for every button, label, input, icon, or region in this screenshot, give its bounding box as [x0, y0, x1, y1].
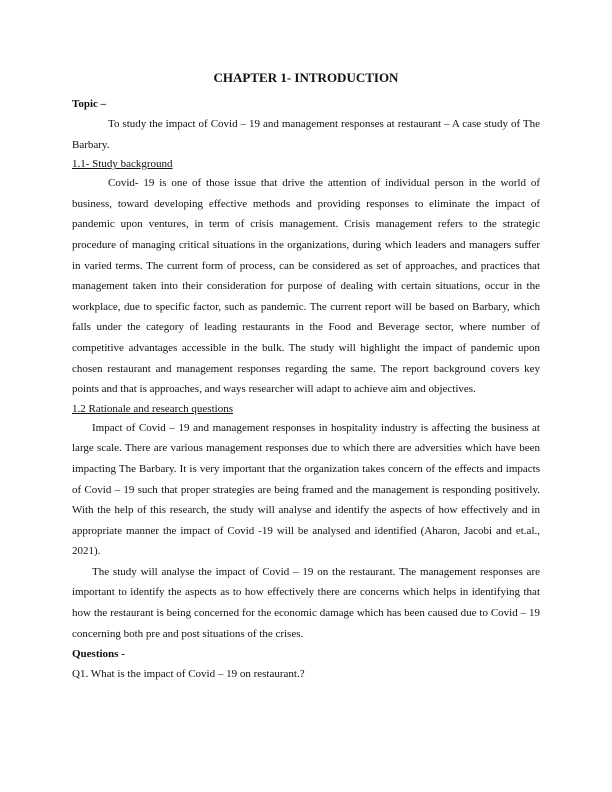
- question-item: Q1. What is the impact of Covid – 19 on restaurant.?: [72, 668, 305, 681]
- section-1-2-paragraph-2: The study will analyse the impact of Covid – 19 on the restaurant. The management responses are important to identify the aspects as to how effectively there are concerns which helps in identifying that how the restaurant is being concerned for the economic damage which has been caused due to Covid – 19 concerning both pre and post situations of the crises.: [72, 565, 540, 640]
- section-1-2-paragraph-1: Impact of Covid – 19 and management responses in hospitality industry is affecting the business at large scale. There are various management responses due to which there are adversities which have been impacting The Barbary. It is very important that the organization takes concern of the effects and impacts of Covid – 19 such that proper strategies are being framed and the management is responding positively. With the help of this research, the study will analyse and identify the aspects of how effectively and in appropriate manner the impact of Covid -19 will be analysed and identified (Aharon, Jacobi and et.al., 2021).: [72, 421, 540, 558]
- questions-label: Questions -: [72, 648, 125, 661]
- section-1-2-heading: 1.2 Rationale and research questions: [72, 402, 233, 415]
- section-1-1-heading: 1.1- Study background: [72, 158, 173, 171]
- document-page: [72, 70, 540, 684]
- section-1-1-paragraph: Covid- 19 is one of those issue that drive the attention of individual person in the world of business, toward developing effective methods and providing responses to eliminate the impact of pandemic upon ventures, in term of crisis management. Crisis management refers to the strategic procedure of managing critical situations in the organizations, during which leaders and managers suffer in varied terms. The current form of process, can be considered as set of approaches, and practices that management taken into their consideration for purpose of dealing with certain situations, occur in the workplace, due to specific factor, such as pandemic. The current report will be based on Barbary, which falls under the category of leading restaurants in the Food and Beverage sector, where number of competitive advantages accessible in the bulk. The study will highlight the impact of pandemic upon chosen restaurant and management responses regarding the same. The report background covers key points and that is approaches, and ways researcher will adapt to achieve aim and objectives.: [72, 177, 540, 396]
- chapter-title: CHAPTER 1- INTRODUCTION: [213, 70, 399, 85]
- topic-label: Topic –: [72, 98, 107, 110]
- topic-text: To study the impact of Covid – 19 and management responses at restaurant – A case study of The Barbary.: [72, 118, 540, 151]
